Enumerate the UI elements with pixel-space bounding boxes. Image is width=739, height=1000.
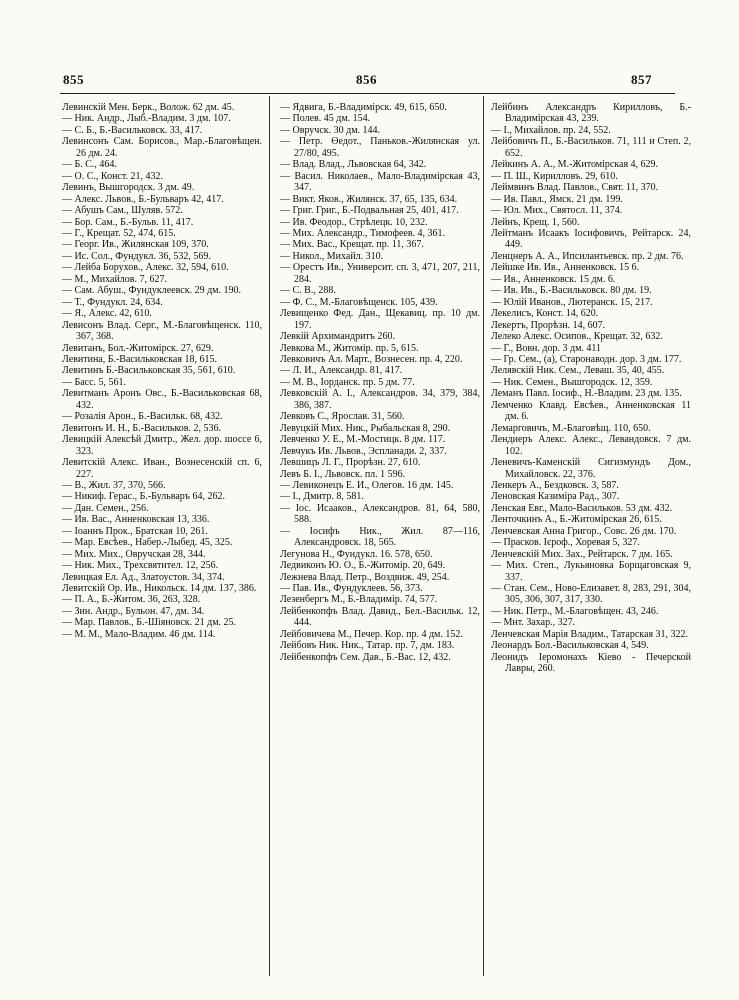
directory-entry: Лежнева Влад. Петр., Воздвиж. 49, 254. [280,571,450,583]
directory-entry: — Алекс. Львов., Б.-Бульваръ 42, 417. [62,193,224,205]
directory-entry: — Ф. С., М.-Благовѣщенск. 105, 439. [280,296,438,308]
directory-entry: — Б. С., 464. [62,159,117,171]
directory-entry: Левкій Архимандритъ 260. [280,331,395,343]
directory-entry: — О. С., Конст. 21, 432. [62,170,163,182]
directory-entry: — Ник. Петр., М.-Благовѣщен. 43, 246. [491,605,659,617]
directory-entry: Левитскій Алекс. Иван., Вознесенскій сп. 6, 227. [62,457,262,480]
directory-entry: Левицкая Ел. Ад., Златоустов. 34, 374. [62,571,225,583]
directory-entry: — Лейба Борухов., Алекс. 32, 594, 610. [62,262,229,274]
directory-entry: Ленцнеръ А. А., Ипсилантьевск. пр. 2 дм. 76. [491,250,684,262]
directory-entry: — Пав. Ив., Фундуклеев. 56, 373. [280,583,423,595]
directory-entry: — Мар. Евсѣев., Набер.-Лыбед. 45, 325. [62,537,233,549]
directory-entry: — С. В., 288. [280,285,336,297]
directory-entry: — П. Ш., Кирилловъ. 29, 610. [491,170,618,182]
directory-entry: — Ив. Феодор., Стрѣлецк. 10, 232. [280,216,428,228]
directory-entry: — Юл. Мих., Святосл. 11, 374. [491,205,623,217]
directory-entry: — Никиф. Герас., Б.-Бульваръ 64, 262. [62,491,225,503]
directory-entry: Леймвинъ Влад. Павлов., Свят. 11, 370. [491,182,659,194]
directory-entry: Левитина, Б.-Васильковская 18, 615. [62,353,217,365]
page-number-left: 855 [63,72,84,87]
directory-entry: Левитскій Ор. Ив., Никольск. 14 дм. 137, 386. [62,583,257,595]
column-divider [269,96,270,976]
page-number-right: 857 [631,72,652,87]
directory-entry: — Георг. Ив., Жилянская 109, 370. [62,239,209,251]
directory-entry: Лендиеръ Алекс. Алекс., Левандовск. 7 дм. 102. [491,434,691,457]
directory-entry: — Розалія Арон., Б.-Васильк. 68, 432. [62,411,223,423]
directory-entry: Лезенбергъ М., Б.-Владимір. 74, 577. [280,594,438,606]
directory-entry: Леневичъ-Каменскій Сигизмундъ Дом., Михайловск. 22, 376. [491,457,691,480]
directory-entry: — Ядвига, Б.-Владимірск. 49, 615, 650. [280,102,447,113]
directory-entry: — Ив. Вас., Анненковская 13, 336. [62,514,210,526]
column-divider [483,96,484,976]
directory-entry: — Ив. Павл., Ямск. 21 дм. 199. [491,193,623,205]
directory-entry: — Влад. Влад., Львовская 64, 342. [280,159,427,171]
directory-entry: — Ник. Андр., Лыб.-Владим. 3 дм. 107. [62,113,231,125]
directory-entry: Лемченко Клавд. Евсѣев., Анненковская 11 дм. 6. [491,399,691,423]
directory-entry: — М., Михайлов. 7, 627. [62,273,168,285]
directory-entry: Лейбовичева М., Печер. Кор. пр. 4 дм. 152. [280,628,463,640]
directory-entry: Ленточкинъ А., Б.-Житомірская 26, 615. [491,514,662,526]
directory-entry: — І., Михайлов. пр. 24, 552. [491,124,611,136]
directory-entry: Леонардъ Бол.-Васильковская 4, 549. [491,640,649,652]
directory-entry: — Никол., Михайл. 310. [280,250,384,262]
directory-entry: — Зин. Андр., Бульон. 47, дм. 34. [62,605,205,617]
directory-entry: — Мих. Мих., Овручская 28, 344. [62,548,206,560]
directory-entry: — Л. И., Александр. 81, 417. [280,365,403,377]
directory-entry: — Бор. Сам., Б.-Бульв. 11, 417. [62,216,194,228]
directory-entry: — Орестъ Ив., Университ. сп. 3, 471, 207, 211, 284. [280,262,480,285]
column-3 [491,102,691,675]
directory-entry: Левитонъ И. Н., Б.-Васильков. 2, 536. [62,422,222,434]
directory-entry: — Гр. Сем., (а), Старонаводн. дор. 3 дм. 177. [491,353,682,365]
directory-entry: Левинсонъ Сам. Борисов., Мар.-Благовѣщен. 26 дм. 24. [62,136,262,159]
directory-entry: Лейшке Ив. Ив., Анненковск. 15 6. [491,262,640,274]
directory-entry: Лейкинъ А. А., М.-Житомірская 4, 629. [491,159,659,171]
directory-entry: Левисонъ Влад. Серг., М.-Благовѣщенск. 110, 367, 368. [62,319,262,343]
directory-entry: — Дан. Семен., 256. [62,502,149,514]
directory-entry: Левковскій А. І., Александров. 34, 379, 384, 386, 387. [280,388,480,411]
directory-entry: Лейбенкопфъ Влад. Давид., Бел.-Васильк. 12, 444. [280,605,480,629]
directory-entry: — Ив. Ив., Б.-Васильковск. 80 дм. 19. [491,285,652,297]
directory-entry: — С. Б., Б.-Васильковск. 33, 417. [62,124,203,136]
directory-entry: Левитанъ, Бол.-Житомірск. 27, 629. [62,342,214,354]
directory-entry: — Іос. Исааков., Александров. 81, 64, 580, 588. [280,502,480,526]
directory-entry: Легунова Н., Фундукл. 16. 578, 650. [280,548,433,560]
directory-entry: — Мар. Павлов., Б.-Шіяновск. 21 дм. 25. [62,617,237,629]
directory-entry: Левкова М., Житомір. пр. 5, 615. [280,342,419,354]
directory-entry: — М. М., Мало-Владим. 46 дм. 114. [62,628,216,640]
directory-entry: Лейбовъ Ник. Ник., Татар. пр. 7, дм. 183. [280,640,455,652]
directory-entry: — Іосифъ Ник., Жил. 87—116, Александровск. 18, 565. [280,525,480,549]
directory-entry: Левицкій Алексѣй Дмитр., Жел. дор. шоссе 6, 323. [62,434,262,457]
directory-entry: Ленчевскій Мих. Зах., Рейтарск. 7 дм. 165. [491,548,673,560]
directory-entry: Ленчевская Анна Григор., Совс. 26 дм. 170. [491,525,677,537]
directory-entry: — Ис. Сол., Фундукл. 36, 532, 569. [62,250,211,262]
directory-entry: Левинъ, Вышгородск. 3 дм. 49. [62,182,195,194]
directory-entry: — Стан. Сем., Ново-Елизавет. 8, 283, 291, 304, 305, 306, 307, 317, 330. [491,583,691,606]
directory-entry: Леманъ Павл. Іосиф., Н.-Владим. 23 дм. 135. [491,388,682,400]
directory-entry: Леонидъ Іеромонахъ Кіево - Печерской Лавры, 260. [491,651,691,675]
directory-entry: Левитманъ Аронъ Овс., Б.-Васильковская 68, 432. [62,388,262,411]
directory-entry: — Я., Алекс. 42, 610. [62,308,152,320]
directory-entry: — Мих. Степ., Лукьяновка Борщаговская 9, 337. [491,560,691,583]
directory-entry: — Мих. Вас., Крещат. пр. 11, 367. [280,239,424,251]
directory-entry: — Мнт. Захар., 327. [491,617,576,629]
directory-entry: Ледвиконъ Ю. О., Б.-Житомір. 20, 649. [280,560,446,572]
directory-entry: Лейнъ, Крещ. 1, 560. [491,216,580,228]
directory-entry: Левуцкій Мих. Ник., Рыбальская 8, 290. [280,422,451,434]
directory-entry: — Васил. Николаев., Мало-Владимірская 43, 347. [280,170,480,194]
directory-entry: Левковичъ Ал. Март., Вознесен. пр. 4, 220. [280,353,463,365]
directory-entry: — М. В., Іорданск. пр. 5 дм. 77. [280,376,415,388]
directory-entry: — В., Жил. 37, 370, 566. [62,479,166,491]
directory-entry: — Ник. Мих., Трехсвятител. 12, 256. [62,560,219,572]
directory-entry: Ленчевская Марія Владим., Татарская 31, 322. [491,628,689,640]
column-1 [62,102,262,640]
directory-entry: Левитинъ Б.-Васильковская 35, 561, 610. [62,365,236,377]
directory-entry: Лемарговичъ, М.-Благовѣщ. 110, 650. [491,422,651,434]
directory-entry: Левковъ С., Ярослав. 31, 560. [280,411,405,423]
directory-entry: — Сам. Абуш., Фундуклеевск. 29 дм. 190. [62,285,241,297]
directory-entry: — Г., Вовн. дор. 3 дм. 411 [491,342,602,354]
directory-entry: Лейбенкопфъ Сем. Дав., Б.-Вас. 12, 432. [280,651,451,663]
directory-entry: — І., Дмитр. 8, 581. [280,491,364,503]
directory-entry: Левшицъ Л. Г., Прорѣзн. 27, 610. [280,457,421,469]
directory-entry: Лейбовичъ П., Б.-Васильков. 71, 111 и Степ. 2, 652. [491,136,691,159]
directory-entry: — Басс. 5, 561. [62,376,127,388]
directory-entry: Леновская Казиміра Рад., 307. [491,491,620,503]
column-2 [280,102,480,663]
directory-entry: — Викт. Яков., Жилянск. 37, 65, 135, 634. [280,193,458,205]
directory-entry: Лекелисъ, Конст. 14, 620. [491,308,599,320]
directory-entry: Левъ Б. І., Львовск. пл. 1 596. [280,468,406,480]
directory-entry: — Овручск. 30 дм. 144. [280,124,381,136]
directory-entry: — Петр. Өедот., Паньков.-Жилянская ул. 27/80, 495. [280,136,480,159]
directory-entry: — П. А., Б.-Житом. 36, 263, 328. [62,594,201,606]
directory-entry: Левченко У. Е., М.-Мостицк. 8 дм. 117. [280,434,446,446]
directory-entry: — Ив., Анненковск. 15 дм. 6. [491,273,616,285]
directory-entry: — Полев. 45 дм. 154. [280,113,371,125]
directory-entry: Левищенко Фед. Дан., Щекавиц. пр. 10 дм. 197. [280,308,480,331]
directory-entry: Ленская Евг., Мало-Васильков. 53 дм. 432. [491,502,673,514]
header-rule [60,93,675,94]
directory-entry: — Іоаннъ Прок., Братская 10, 261. [62,525,208,537]
directory-entry: — Прасков. Ієроф., Хоревая 5, 327. [491,537,640,549]
directory-entry: — Ник. Семен., Вышгородск. 12, 359. [491,376,653,388]
directory-entry: Лейтманъ Исаакъ Іосифовичъ, Рейтарск. 24, 449. [491,227,691,251]
directory-entry: Лекертъ, Прорѣзн. 14, 607. [491,319,606,331]
directory-entry: — Левиконецъ Е. И., Олегов. 16 дм. 145. [280,479,454,491]
directory-entry: — Абушъ Сам., Шуляв. 572. [62,205,183,217]
directory-entry: Левчукъ Ив. Львов., Эспланади. 2, 337. [280,445,447,457]
directory-entry: Лелеко Алекс. Осипов., Крещат. 32, 632. [491,331,663,343]
directory-entry: Лелявскій Ник. Сем., Леваш. 35, 40, 455. [491,365,665,377]
directory-entry: Левинскій Мен. Берк., Волож. 62 дм. 45. [62,102,235,113]
page-number-center: 856 [356,72,377,87]
directory-entry: Ленкеръ А., Бездковск. 3, 587. [491,479,619,491]
directory-entry: — Григ. Григ., Б.-Подвальная 25, 401, 417. [280,205,459,217]
directory-entry: — Т., Фундукл. 24, 634. [62,296,163,308]
directory-entry: — Мих. Александр., Тимофеев. 4, 361. [280,227,446,239]
directory-entry: — Г., Крещат. 52, 474, 615. [62,227,176,239]
directory-entry: — Юлій Иванов., Лютеранск. 15, 217. [491,296,653,308]
directory-entry: Лейбинъ Александръ Кирилловъ, Б.-Владимірская 43, 239. [491,102,691,125]
